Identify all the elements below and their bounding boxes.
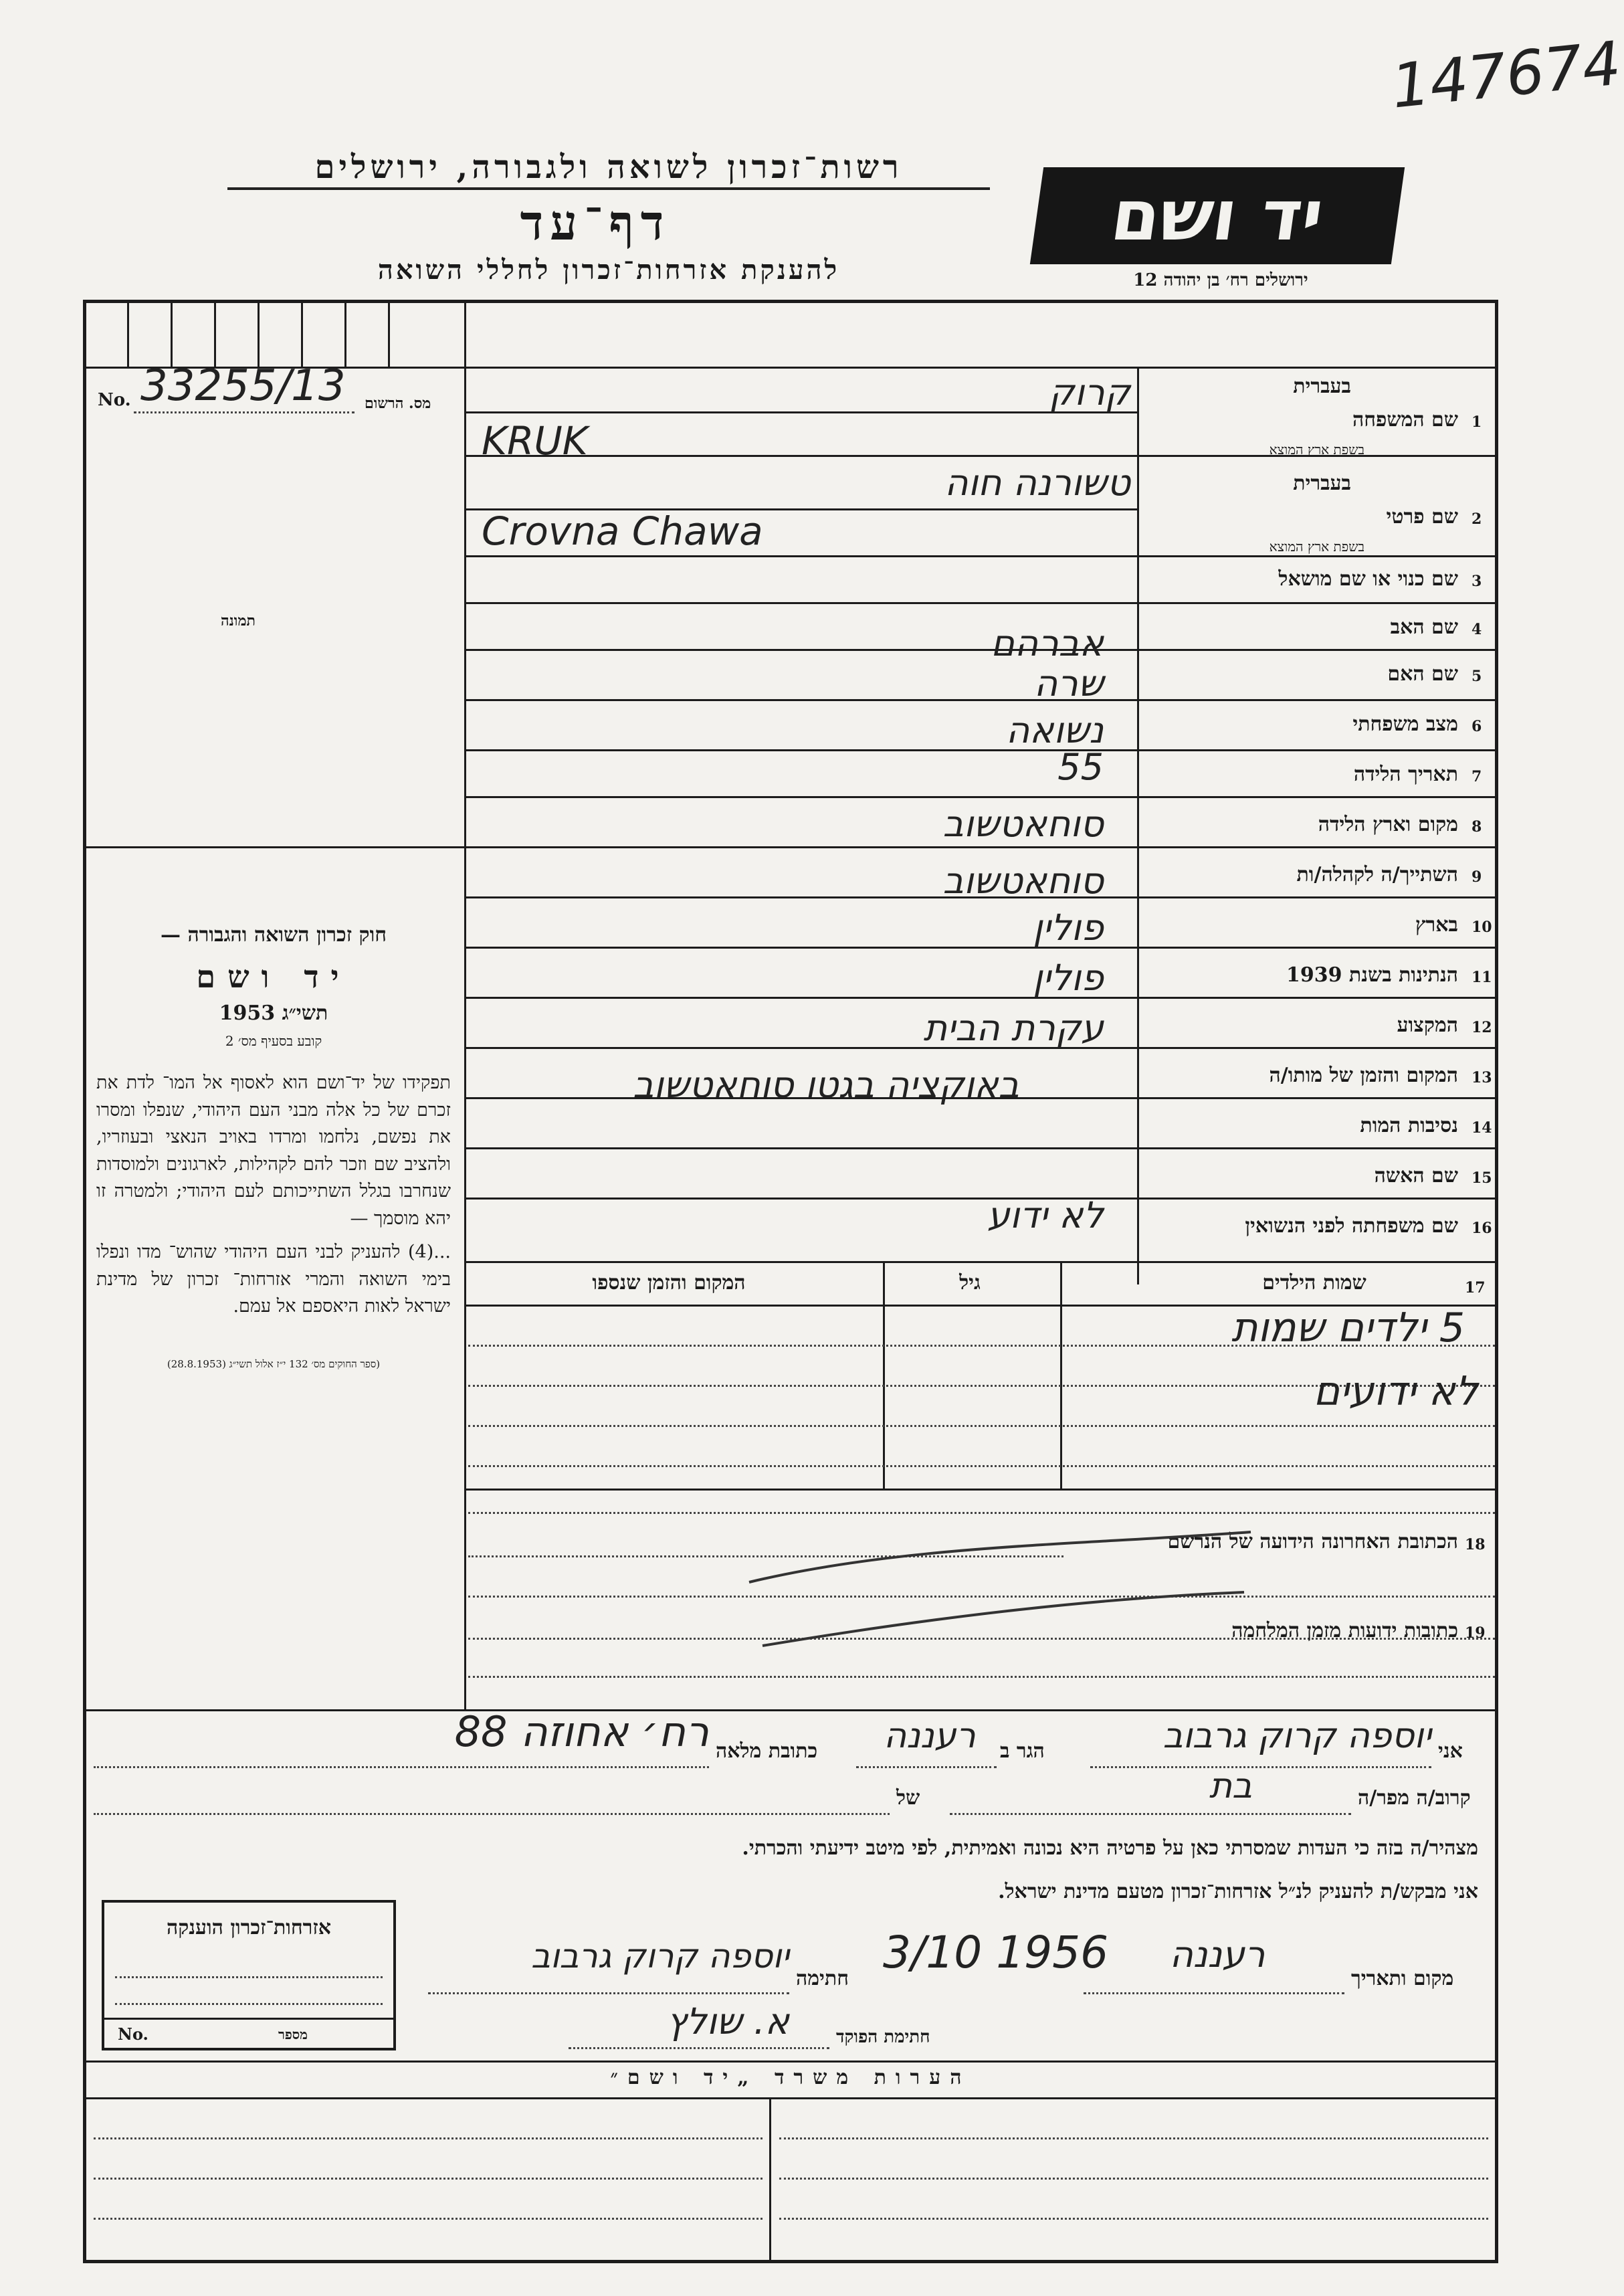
field-4-label: שם האב (1390, 615, 1458, 639)
field-2-origin-sublabel: בשפת ארץ המוצא (1269, 539, 1364, 555)
field-9-label: השתייך/ה לקהלה/ות (1296, 863, 1458, 886)
field-2-hebrew-sublabel: בעברית (1293, 472, 1351, 495)
registration-no-label: No. (98, 390, 131, 410)
relation: בת (1209, 1766, 1253, 1806)
field-7-value: 55 (1057, 746, 1104, 788)
registration-number: 33255/13 (140, 361, 346, 411)
field-9-number: 9 (1471, 868, 1482, 886)
field-10-number: 10 (1471, 919, 1492, 936)
relative-label: קרוב/ה מפר/ה (1358, 1786, 1471, 1810)
law-clause: קובע בסעיף מס׳ 2 (225, 1033, 322, 1049)
logo-text: יד ושם (1106, 175, 1329, 256)
declaration-place: רעננה (1169, 1933, 1265, 1976)
law-section (96, 923, 451, 1371)
archive-number: 147674 (1388, 28, 1624, 122)
field-1-hebrew-sublabel: בעברית (1293, 375, 1351, 398)
field-4-value: אברהם (991, 622, 1104, 664)
field-13-value: באוקציה בגטו סוחאטשוב (633, 1064, 1019, 1106)
field-17-number: 17 (1465, 1279, 1486, 1297)
field-12-value: עקרת הבית (923, 1007, 1104, 1049)
stamp-box-number-label: מספר (278, 2026, 308, 2042)
shel-label: של (896, 1786, 920, 1810)
field-3-label: שם כנוי או שם מושאל (1278, 567, 1458, 591)
field-16-label: שם משפחתה לפני הנשואין (1245, 1214, 1458, 1238)
field-2-value-hebrew: טשורנה חוה (944, 462, 1130, 504)
field-10-label: בארץ (1415, 913, 1458, 937)
children-col-age: גיל (959, 1271, 981, 1295)
field-1-value-hebrew: קרוק (1049, 371, 1130, 413)
children-col-place: המקום והזמן שנספו (592, 1271, 746, 1295)
declaration-date: 3/10 1956 (883, 1927, 1109, 1978)
declaration-statement-2: אני מבקש/ת להעניק לנ״ל אזרחות־זכרון מטעם מדינת ישראל. (998, 1880, 1478, 1903)
declarant-city: רעננה (884, 1716, 976, 1756)
law-source: (ספר החוקים מס׳ 132 י״ז אלול תשי״ג (28.8.1953) (167, 1357, 381, 1370)
authority-title: רשות־זכרון לשואה ולגבורה, ירושלים (227, 149, 990, 190)
declarant-name: יוספה קרוק גרבוב (1162, 1716, 1431, 1756)
field-5-number: 5 (1471, 668, 1482, 685)
children-entry-2: לא ידועים (1313, 1368, 1478, 1415)
form-title: דף־עד (520, 194, 671, 251)
field-18-number: 18 (1465, 1536, 1486, 1553)
field-16-number: 16 (1471, 1220, 1492, 1237)
photo-label: תמונה (221, 612, 256, 630)
wartime-address-label: כתובות ידועות מזמן המלחמה (1231, 1619, 1458, 1642)
field-7-number: 7 (1471, 768, 1482, 785)
last-address-label: הכתובת האחרונה הידועה של הנרשם (1167, 1530, 1458, 1553)
place-date-label: מקום ותאריך (1351, 1967, 1454, 1990)
declaration-ani: אני (1438, 1739, 1463, 1763)
field-16-value: לא ידוע (987, 1194, 1104, 1236)
field-1-label: שם המשפחה (1352, 408, 1458, 432)
field-2-label: שם פרטי (1386, 505, 1458, 529)
field-1-origin-sublabel: בשפת ארץ המוצא (1269, 442, 1364, 458)
field-15-number: 15 (1471, 1169, 1492, 1187)
children-col-names: שמות הילדים (1262, 1271, 1366, 1295)
field-5-label: שם האם (1387, 662, 1458, 686)
field-11-value: פולין (1033, 957, 1104, 999)
office-notes-title: הערות משרד „יד ושם״ (610, 2066, 971, 2089)
law-paragraph-1: תפקידו של יד־ושם הוא לאסוף אל המו־ לדת את זכרם של כל אלה מבני העם היהודי, שנפלו ומסרו את נפשם, נלחמו ומרדו באויב הנאצי ובעוזריו, ולהציב שם וזכר להם לקהילות, לארגונים ולמוסדות שנחרבו בגלל השתייכותם לעם היהודי; ולמטרה זו יהא מוסמך — (96, 1072, 451, 1229)
citizenship-stamp-box (102, 1900, 396, 2050)
field-3-number: 3 (1471, 573, 1482, 590)
field-6-value: נשואה (1006, 709, 1104, 751)
address-scribble (736, 1519, 1271, 1652)
official-signature-label: חתימת הפוקד (836, 2027, 930, 2047)
full-address: רח׳ אחוזה 88 (454, 1707, 709, 1756)
field-2-value-origin: Crovna Chawa (482, 508, 763, 554)
declarant-signature: יוספה קרוק גרבוב (531, 1937, 789, 1976)
field-1-value-origin: KRUK (482, 418, 588, 464)
law-year: תשי״ג 1953 (219, 1001, 328, 1025)
field-2-number: 2 (1471, 510, 1482, 528)
field-14-number: 14 (1471, 1119, 1492, 1137)
field-11-label: הנתינות בשנת 1939 (1286, 963, 1458, 987)
field-10-value: פולין (1033, 906, 1104, 949)
field-4-number: 4 (1471, 621, 1482, 638)
field-19-number: 19 (1465, 1624, 1486, 1642)
yad-vashem-logo (1030, 167, 1405, 264)
field-6-number: 6 (1471, 718, 1482, 735)
field-8-label: מקום וארץ הלידה (1318, 813, 1458, 836)
official-signature: א. שולץ (666, 2000, 789, 2042)
field-8-value: סוחאטשוב (942, 803, 1104, 845)
field-5-value: שרה (1033, 662, 1104, 704)
field-15-label: שם האשה (1374, 1164, 1458, 1187)
field-8-number: 8 (1471, 818, 1482, 836)
declaration-statement-1: מצהיר/ה בזה כי העדות שמסרתי כאן על פרטיה היא נכונה ואמיתית, לפי מיטב ידיעתי והכרתי. (742, 1836, 1478, 1860)
children-entry-1: 5 ילדים שמות (1231, 1305, 1465, 1351)
stamp-box-no: No. (118, 2024, 148, 2044)
field-6-label: מצב משפחתי (1352, 712, 1458, 736)
field-11-number: 11 (1471, 969, 1492, 986)
field-14-label: נסיבות המות (1360, 1114, 1458, 1137)
field-13-number: 13 (1471, 1069, 1492, 1086)
law-name: יד ושם (196, 959, 351, 995)
field-7-label: תאריך הלידה (1353, 763, 1458, 786)
signature-label: חתימה (796, 1967, 849, 1990)
field-9-value: סוחאטשוב (942, 860, 1104, 902)
field-12-label: המקצוע (1397, 1014, 1458, 1037)
registration-label: מס. הרשום (365, 395, 431, 412)
field-1-number: 1 (1471, 413, 1482, 431)
full-address-label: כתובת מלאה (716, 1739, 818, 1763)
law-title: חוק זכרון השואה והגבורה — (161, 923, 387, 947)
field-12-number: 12 (1471, 1019, 1492, 1036)
field-13-label: המקום והזמן של מותו/ה (1269, 1064, 1458, 1087)
logo-address: ירושלים רח׳ בן יהודה 12 (1133, 270, 1308, 290)
stamp-box-title: אזרחות־זכרון הוענקה (166, 1916, 332, 1939)
form-subtitle: להענקת אזרחות־זכרון לחללי השואה (377, 254, 840, 286)
law-paragraph-2: ...(4) להעניק לבני העם היהודי שהוש־ מדו ונפלו בימי השואה והמרי אזרחות־ זכרון של מדינת ישראל לאות היאספם אל עמם. (96, 1242, 451, 1317)
declaration-hagar: הגר ב (1000, 1739, 1045, 1763)
